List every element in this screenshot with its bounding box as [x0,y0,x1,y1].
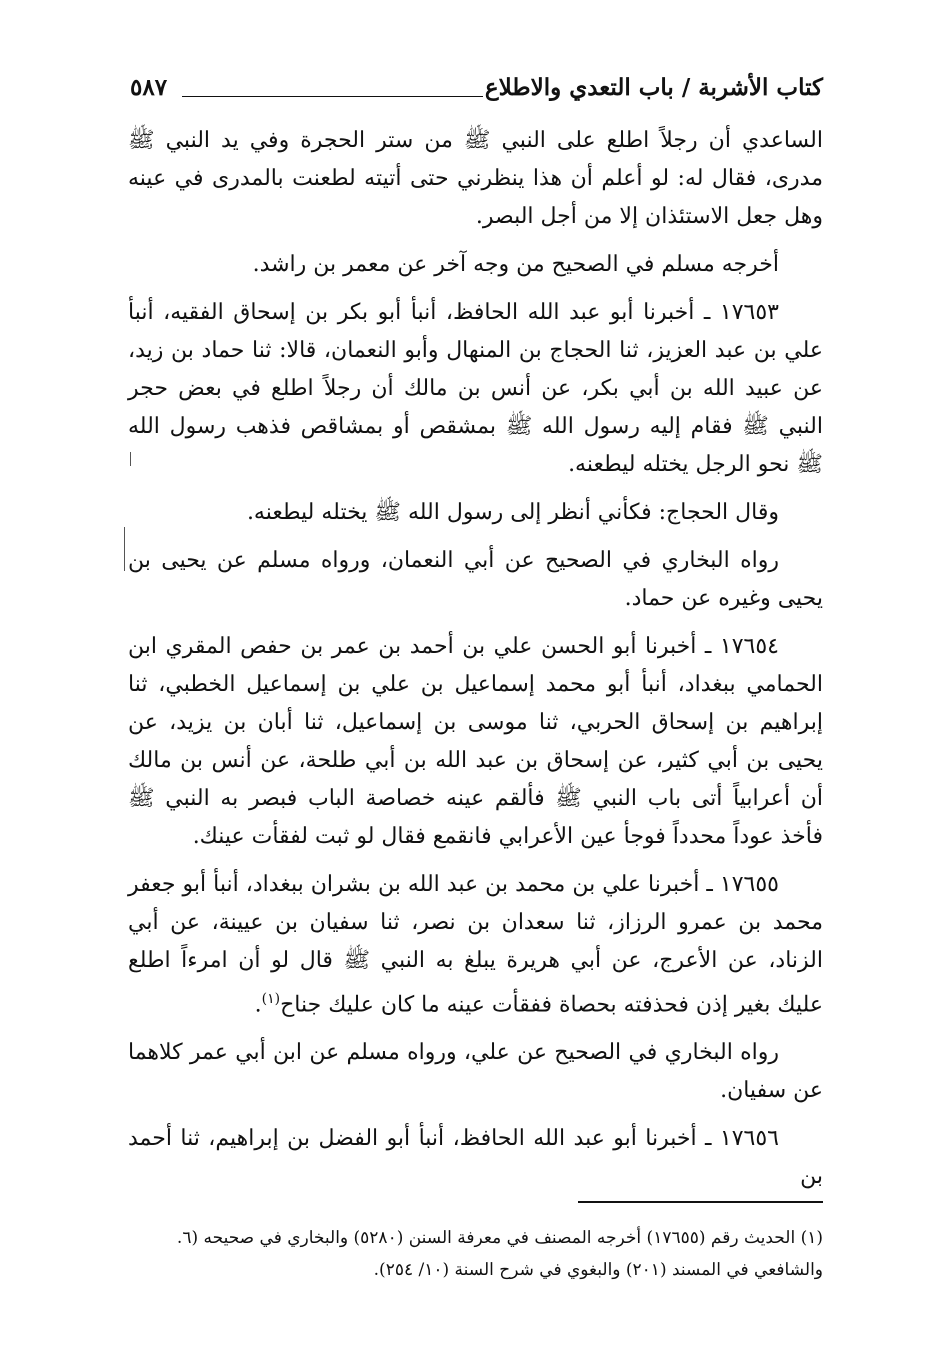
paragraph: الساعدي أن رجلاً اطلع على النبي ﷺ من ستر الحجرة وفي يد النبي ﷺ مدرى، فقال له: لو أعلم أن هذا ينظرني حتى أتيته لطعنت بالمدرى في عينه وهل جعل الاستئذان إلا من أجل البصر. [128,128,823,229]
header-rule [182,96,483,97]
paragraph: وقال الحجاج: فكأني أنظر إلى رسول الله ﷺ يختله ليطعنه. [246,500,779,525]
page-number: ٥٨٧ [130,74,168,101]
running-header [130,74,823,108]
footnote-reference: (١) [261,991,281,1007]
footnote-separator [578,1201,823,1203]
paragraph: أخرجه مسلم في الصحيح من وجه آخر عن معمر بن راشد. [252,252,779,277]
hadith-17653: ١٧٦٥٣ ـ أخبرنا أبو عبد الله الحافظ، أنبأ أبو بكر بن إسحاق الفقيه، أنبأ علي بن عبد العزيز، ثنا الحجاج بن المنهال وأبو النعمان، قالا: ثنا حماد بن زيد، عن عبيد الله بن أبي بكر، عن أنس بن مالك أن رجلاً اطلع في بعض حجر النبي ﷺ فقام إليه رسول الله ﷺ بمشقص أو بمشاقص فذهب رسول الله ﷺ نحو الرجل يختله ليطعنه. [128,300,823,477]
main-text [128,122,823,1206]
scan-margin-mark [124,527,125,571]
footnotes [128,1222,823,1286]
paragraph: رواه البخاري في الصحيح عن علي، ورواه مسلم عن ابن أبي عمر كلاهما عن سفيان. [128,1040,823,1104]
hadith-17654: ١٧٦٥٤ ـ أخبرنا أبو الحسن علي بن أحمد بن عمر بن حفص المقري ابن الحمامي ببغداد، أنبأ أبو محمد إسماعيل بن علي بن إسماعيل الخطبي، ثنا إبراهيم بن إسحاق الحربي، ثنا موسى بن إسماعيل، ثنا أبان بن يزيد، عن يحيى بن أبي كثير، عن إسحاق بن عبد الله بن أبي طلحة، عن أنس بن مالك أن أعرابياً أتى باب النبي ﷺ فألقم عينه خصاصة الباب فبصر به النبي ﷺ فأخذ عوداً محدداً فوجأ عين الأعرابي فانقمع فقال لو ثبت لفقأت عينك. [128,634,823,849]
running-title: كتاب الأشربة / باب التعدي والاطلاع [484,74,823,101]
scan-margin-mark [130,452,131,466]
paragraph: رواه البخاري في الصحيح عن أبي النعمان، ورواه مسلم عن يحيى بن يحيى وغيره عن حماد. [128,548,823,611]
footnote-line: والشافعي في المسند (٢٠١) والبغوي في شرح السنة (١٠/ ٢٥٤). [373,1260,823,1280]
hadith-17655 [128,866,823,1024]
paragraph-end-mark: . [254,992,262,1018]
hadith-17656: ١٧٦٥٦ ـ أخبرنا أبو عبد الله الحافظ، أنبأ أبو الفضل بن إبراهيم، ثنا أحمد بن [128,1126,823,1190]
paragraph-text: ١٧٦٥٥ ـ أخبرنا علي بن محمد بن عبد الله بن بشران ببغداد، أنبأ أبو جعفر محمد بن عمرو الرزاز، ثنا سعدان بن نصر، ثنا سفيان بن عيينة، عن أبي الزناد، عن الأعرج، عن أبي هريرة يبلغ به النبي ﷺ قال لو أن امرءاً اطلع عليك بغير إذن فحذفته بحصاة ففقأت عينه ما كان عليك جناح [128,872,823,1018]
footnote-line: (١) الحديث رقم (١٧٦٥٥) أخرجه المصنف في معرفة السنن (٥٢٨٠) والبخاري في صحيحه (٦. [176,1228,823,1248]
